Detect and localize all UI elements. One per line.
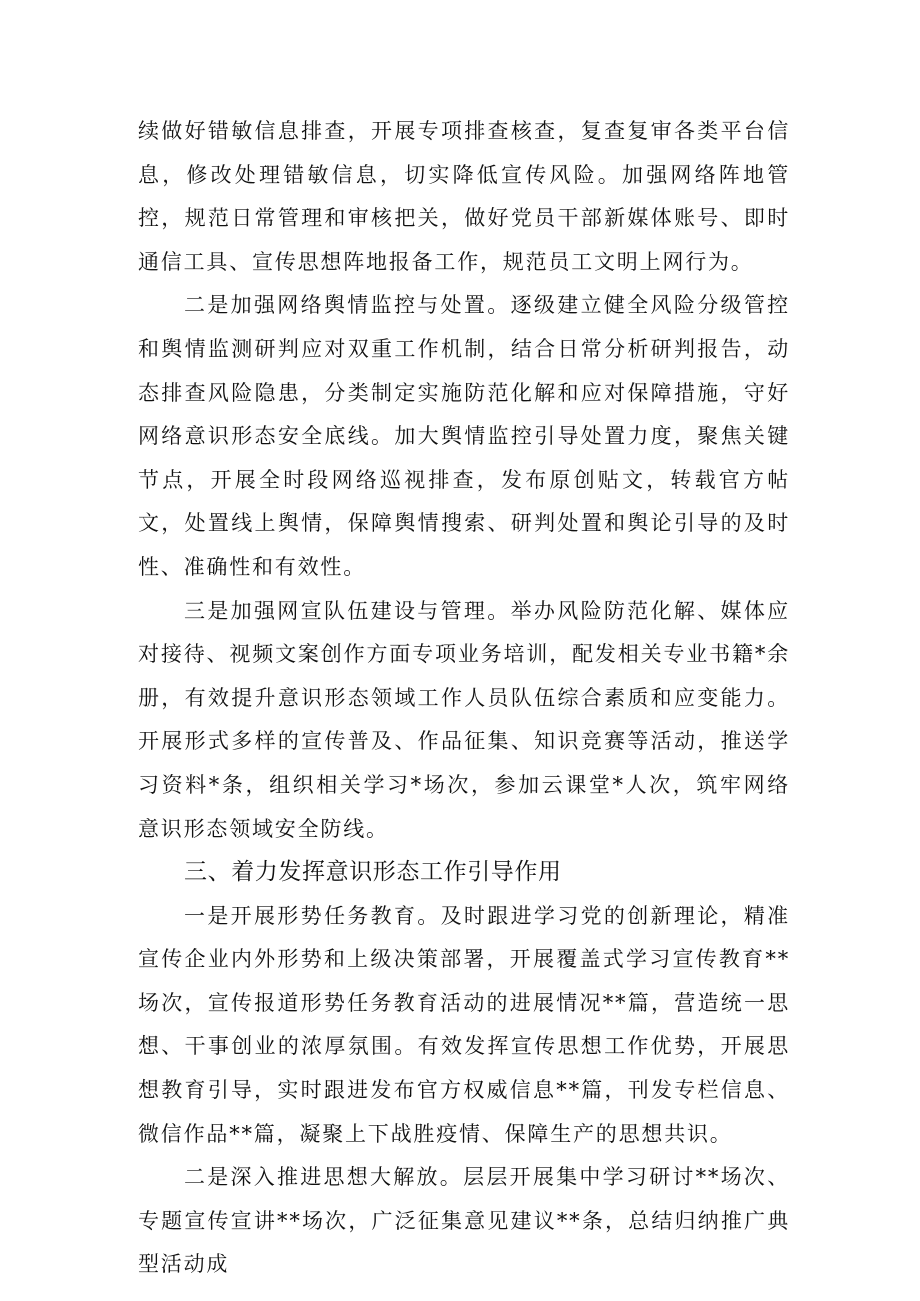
paragraph-continuation: 续做好错敏信息排查，开展专项排查核查，复查复审各类平台信息，修改处理错敏信息，切实降低宣传风险。加强网络阵地管控，规范日常管理和审核把关，做好党员干部新媒体账号、即时通信工具、宣传思想阵地报备工作，规范员工文明上网行为。 <box>138 119 790 274</box>
paragraph-thought-liberation: 二是深入推进思想大解放。层层开展集中学习研讨**场次、专题宣传宣讲**场次，广泛征集意见建议**条，总结归纳推广典型活动成 <box>138 1165 790 1277</box>
section-heading: 三、着力发挥意识形态工作引导作用 <box>184 859 562 886</box>
paragraph-network-opinion: 二是加强网络舆情监控与处置。逐级建立健全风险分级管控和舆情监测研判应对双重工作机制，结合日常分析研判报告，动态排查风险隐患，分类制定实施防范化解和应对保障措施，守好网络意识形态安全底线。加大舆情监控引导处置力度，聚焦关键节点，开展全时段网络巡视排查，发布原创贴文，转载官方帖文，处置线上舆情，保障舆情搜索、研判处置和舆论引导的及时性、准确性和有效性。 <box>138 293 790 579</box>
paragraph-team-building: 三是加强网宣队伍建设与管理。举办风险防范化解、媒体应对接待、视频文案创作方面专项业务培训，配发相关专业书籍*余册，有效提升意识形态领域工作人员队伍综合素质和应变能力。开展形式多样的宣传普及、作品征集、知识竞赛等活动，推送学习资料*条，组织相关学习*场次，参加云课堂*人次，筑牢网络意识形态领域安全防线。 <box>138 598 790 841</box>
document-body <box>138 110 790 1287</box>
paragraph-situation-education: 一是开展形势任务教育。及时跟进学习党的创新理论，精准宣传企业内外形势和上级决策部署，开展覆盖式学习宣传教育**场次，宣传报道形势任务教育活动的进展情况**篇，营造统一思想、干事创业的浓厚氛围。有效发挥宣传思想工作优势，开展思想教育引导，实时跟进发布官方权威信息**篇，刊发专栏信息、微信作品**篇，凝聚上下战胜疫情、保障生产的思想共识。 <box>138 903 790 1146</box>
